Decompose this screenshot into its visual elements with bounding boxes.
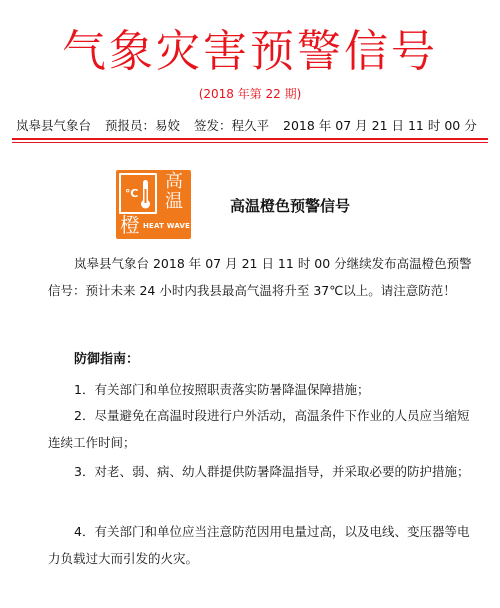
- defense-guide-heading: 防御指南：: [74, 352, 140, 367]
- guide-item: 1．有关部门和单位按照职责落实防暑降温保障措施；: [74, 382, 370, 397]
- icon-char-high: 高: [165, 171, 183, 192]
- issuer-line: [16, 117, 486, 135]
- issue-number: (2018 年第 22 期): [198, 87, 302, 101]
- guide-item: 2．尽量避免在高温时段进行户外活动，高温条件下作业的人员应当缩短连续工作时间；: [48, 408, 470, 450]
- high-temperature-orange-icon: [116, 170, 191, 239]
- guide-item: 3．对老、弱、病、幼人群提供防暑降温指导，并采取必要的防护措施；: [74, 464, 470, 479]
- main-paragraph: 岚皋县气象台 2018 年 07 月 21 日 11 时 00 分继续发布高温橙色预警信号：预计未来 24 小时内我县最高气温将升至 37℃以上。请注意防范！: [48, 256, 472, 298]
- degree-symbol: ℃: [125, 187, 139, 200]
- thermometer-frame: [119, 173, 157, 214]
- signal-heading: 高温橙色预警信号: [230, 197, 351, 215]
- header-divider-thin: [12, 142, 488, 143]
- icon-heat-wave-text: HEAT WAVE: [143, 222, 191, 230]
- issuer-station: 岚皋县气象台: [16, 118, 92, 133]
- approver: 签发：程久平: [194, 118, 270, 133]
- icon-char-orange: 橙: [120, 213, 140, 237]
- header-divider-thick: [12, 138, 488, 140]
- forecaster: 预报员：易姣: [105, 118, 181, 133]
- document-title: 气象灾害预警信号: [62, 26, 438, 77]
- guide-item: 4．有关部门和单位应当注意防范因用电量过高，以及电线、变压器等电力负载过大而引发的火灾。: [48, 524, 470, 566]
- issue-datetime: 2018 年 07 月 21 日 11 时 00 分: [283, 118, 477, 133]
- icon-char-temperature: 温: [165, 191, 183, 212]
